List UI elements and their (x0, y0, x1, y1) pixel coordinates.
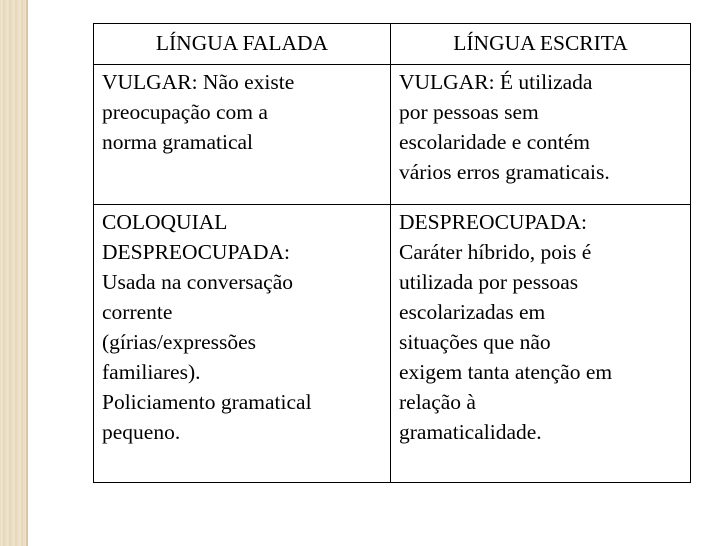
header-spoken-language: LÍNGUA FALADA (94, 24, 391, 65)
decorative-side-band (0, 0, 26, 546)
table-cell-written-vulgar (391, 65, 691, 205)
table-cell-written-carefree (391, 205, 691, 483)
table-cell-spoken-vulgar (94, 65, 391, 205)
cell-text: VULGAR: É utilizada por pessoas sem escolaridade e contém vários erros gramaticais. (399, 70, 610, 184)
table-header-row (94, 24, 691, 65)
table-cell-spoken-colloquial (94, 205, 391, 483)
cell-text: VULGAR: Não existe preocupação com a norma gramatical (102, 70, 295, 154)
cell-text: COLOQUIAL DESPREOCUPADA: Usada na conversação corrente (gírias/expressões familiares). Policiamento gramatical pequeno. (102, 210, 312, 444)
table-row (94, 205, 691, 483)
cell-text: DESPREOCUPADA: Caráter híbrido, pois é utilizada por pessoas escolarizadas em situações que não exigem tanta atenção em relação à gramaticalidade. (399, 210, 613, 444)
comparison-table (93, 23, 691, 483)
header-written-language: LÍNGUA ESCRITA (391, 24, 691, 65)
table-row (94, 65, 691, 205)
